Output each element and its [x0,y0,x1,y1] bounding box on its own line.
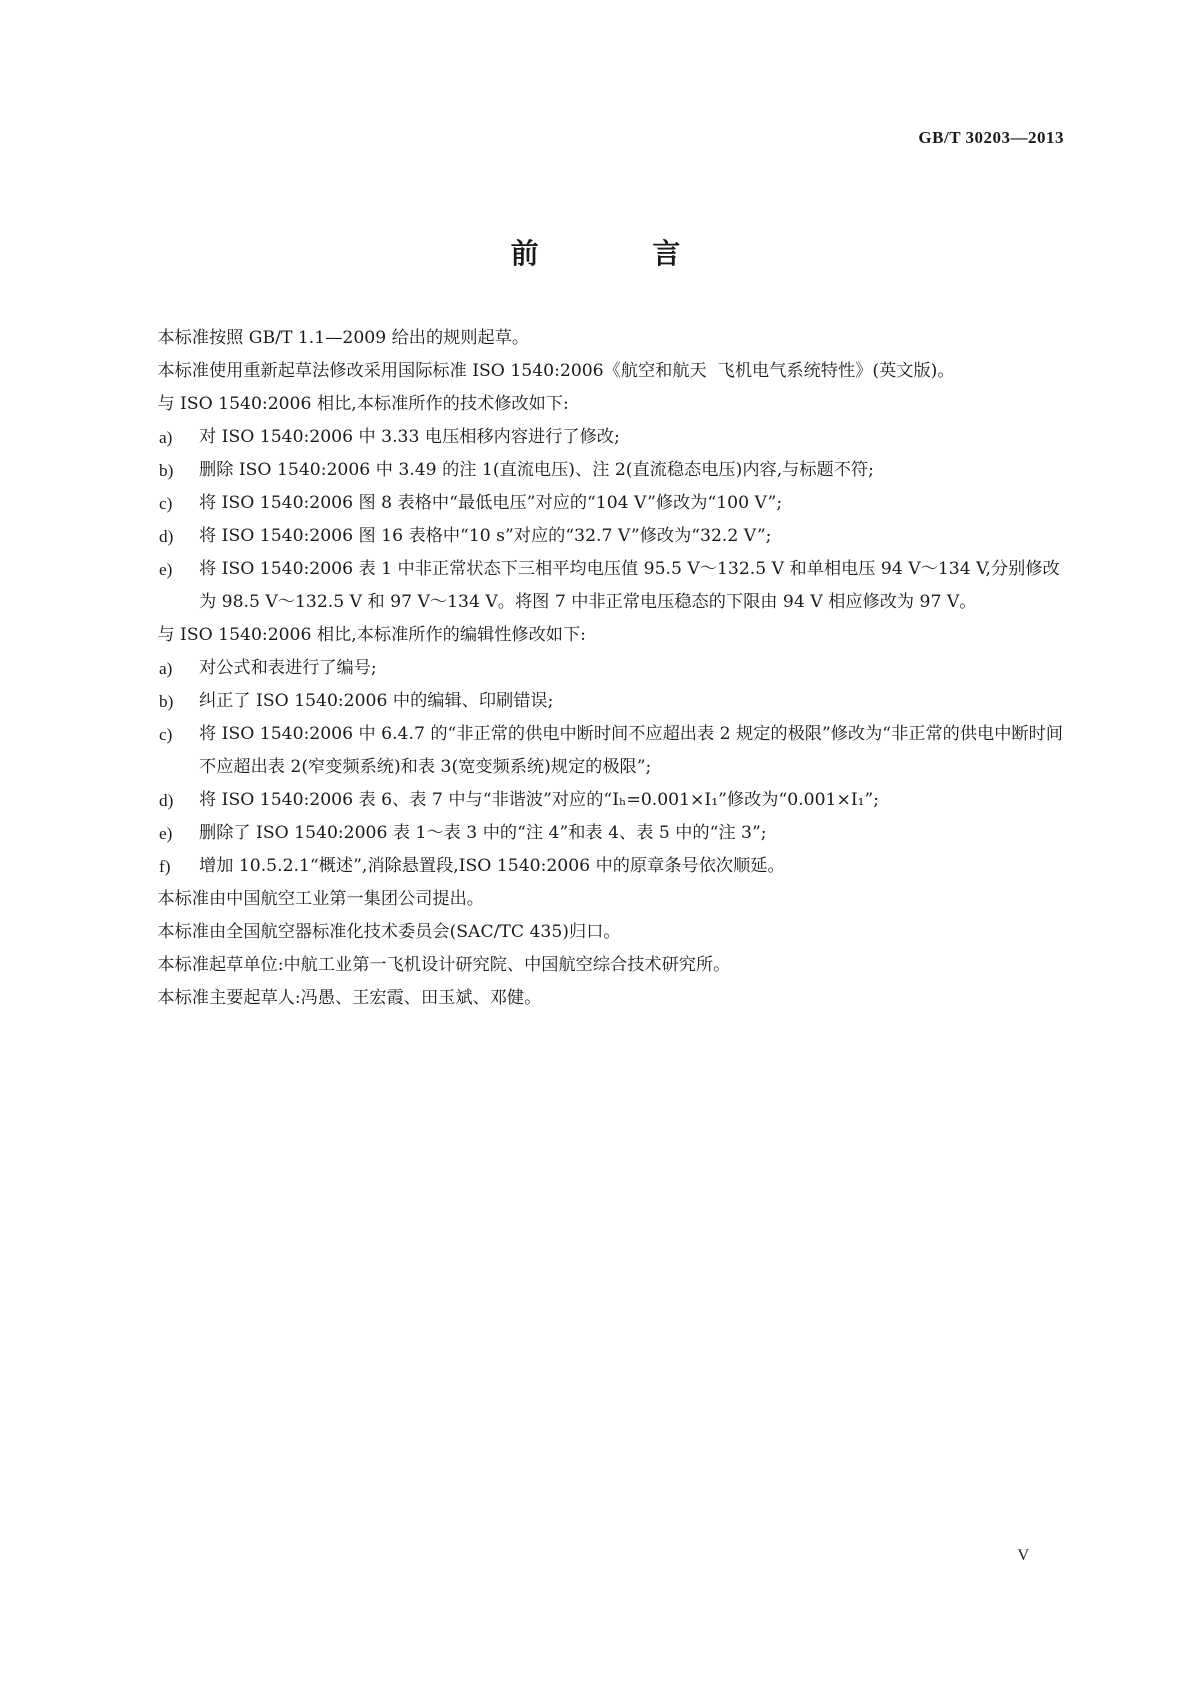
paragraph-drafting-rules: 本标准按照 GB/T 1.1—2009 给出的规则起草。 [157,328,530,348]
list-text: 增加 10.5.2.1“概述”,消除悬置段,ISO 1540:2006 中的原章条号依次顺延。 [199,856,785,876]
list-item [123,817,1068,850]
list-text: 对公式和表进行了编号; [199,658,377,678]
paragraph-adoption: 本标准使用重新起草法修改采用国际标准 ISO 1540:2006《航空和航天 飞机电气系统特性》(英文版)。 [157,361,955,381]
list-item [123,718,1068,784]
list-marker: e) [159,824,173,843]
list-text: 删除 ISO 1540:2006 中 3.49 的注 1(直流电压)、注 2(直流稳态电压)内容,与标题不符; [199,460,874,480]
list-text: 将 ISO 1540:2006 表 1 中非正常状态下三相平均电压值 95.5 V～132.5 V 和单相电压 94 V～134 V,分别修改为 98.5 V～132.5 V 和 97 V～134 V。将图 7 中非正常电压稳态的下限由 94 V 相应修改为 97 V。 [199,559,1060,612]
paragraph-committee: 本标准由全国航空器标准化技术委员会(SAC/TC 435)归口。 [157,922,621,942]
list-text: 删除了 ISO 1540:2006 表 1～表 3 中的“注 4”和表 4、表 5 中的“注 3”; [199,823,767,843]
document-body [123,322,1068,1015]
list-item [123,685,1068,718]
list-text: 将 ISO 1540:2006 图 8 表格中“最低电压”对应的“104 V”修改为“100 V”; [199,493,783,513]
list-text: 将 ISO 1540:2006 中 6.4.7 的“非正常的供电中断时间不应超出表 2 规定的极限”修改为“非正常的供电中断时间不应超出表 2(窄变频系统)和表 3(宽变频系统)规定的极限”; [199,724,1063,777]
paragraph-drafters: 本标准主要起草人:冯愚、王宏霞、田玉斌、邓健。 [157,988,542,1008]
page-title: 前 言 [510,237,733,270]
list-marker: c) [159,725,173,744]
list-marker: d) [159,791,174,810]
list-text: 将 ISO 1540:2006 图 16 表格中“10 s”对应的“32.7 V”修改为“32.2 V”; [199,526,772,546]
list-marker: c) [159,494,173,513]
paragraph-drafting-units: 本标准起草单位:中航工业第一飞机设计研究院、中国航空综合技术研究所。 [157,955,731,975]
list-item [123,553,1068,619]
list-marker: b) [159,461,174,480]
list-item [123,784,1068,817]
list-item [123,520,1068,553]
list-item [123,421,1068,454]
paragraph-proposer: 本标准由中国航空工业第一集团公司提出。 [157,889,484,909]
list-marker: a) [159,428,173,447]
page-number: V [1017,1547,1029,1564]
standard-code: GB/T 30203—2013 [918,128,1064,147]
paragraph-editorial-intro: 与 ISO 1540:2006 相比,本标准所作的编辑性修改如下: [157,625,586,645]
list-item [123,454,1068,487]
list-item [123,652,1068,685]
list-text: 对 ISO 1540:2006 中 3.33 电压相移内容进行了修改; [199,427,620,447]
paragraph-technical-intro: 与 ISO 1540:2006 相比,本标准所作的技术修改如下: [157,394,569,414]
list-text: 纠正了 ISO 1540:2006 中的编辑、印刷错误; [199,691,554,711]
list-marker: e) [159,560,173,579]
list-item [123,850,1068,883]
list-item [123,487,1068,520]
list-text: 将 ISO 1540:2006 表 6、表 7 中与“非谐波”对应的“Iₕ=0.001×I₁”修改为“0.001×I₁”; [199,790,880,810]
list-marker: f) [159,857,171,876]
list-marker: b) [159,692,174,711]
list-marker: d) [159,527,174,546]
list-marker: a) [159,659,173,678]
